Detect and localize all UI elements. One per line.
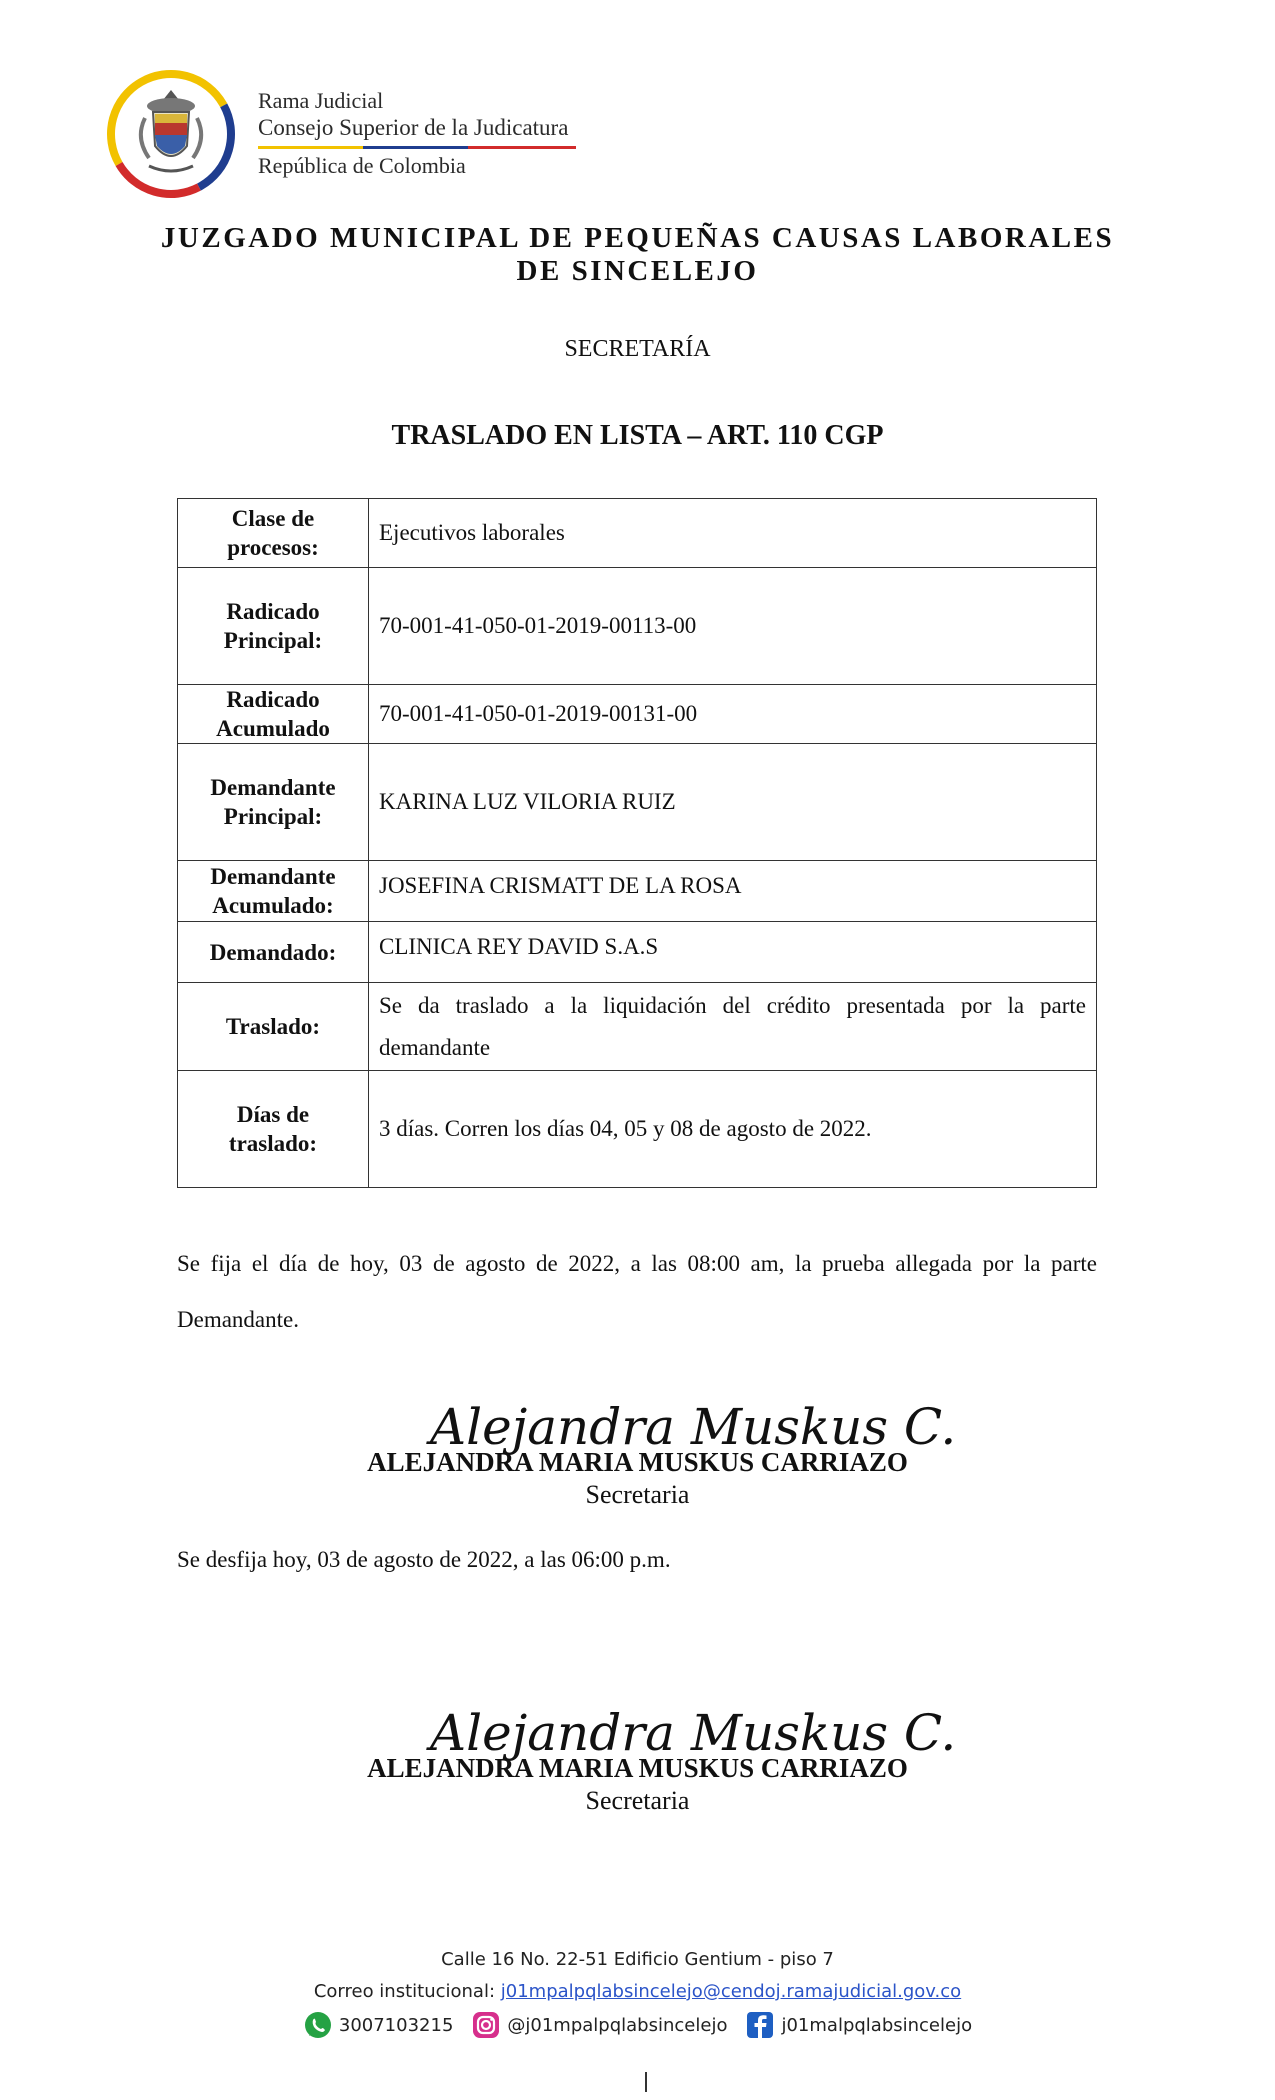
- facebook-icon: [745, 2010, 775, 2040]
- row-label: Traslado:: [178, 983, 369, 1071]
- facebook-contact[interactable]: [745, 2010, 972, 2040]
- row-label: Demandante Principal:: [178, 744, 369, 861]
- signer-role-1: Secretaria: [585, 1480, 690, 1509]
- whatsapp-number: 3007103215: [338, 2014, 454, 2036]
- row-value: KARINA LUZ VILORIA RUIZ: [369, 744, 1097, 861]
- logo-line-republica: República de Colombia: [258, 153, 466, 178]
- document-title: TRASLADO EN LISTA – ART. 110 CGP: [391, 420, 884, 451]
- row-value: 70-001-41-050-01-2019-00131-00: [369, 685, 1097, 744]
- signature-handwriting: Alejandra Muskus C.: [430, 1704, 957, 1762]
- text-cursor: [645, 2072, 647, 2092]
- fija-paragraph: Se fija el día de hoy, 03 de agosto de 2022, a las 08:00 am, la prueba allegada por la parte Demandante.: [177, 1251, 1097, 1332]
- court-heading: [150, 222, 1125, 288]
- signer-name-2: ALEJANDRA MARIA MUSKUS CARRIAZO: [367, 1753, 908, 1783]
- case-info-table: [177, 498, 1097, 1188]
- table-row: [178, 744, 1097, 861]
- table-row: [178, 1071, 1097, 1188]
- row-value: JOSEFINA CRISMATT DE LA ROSA: [369, 861, 1097, 922]
- footer-email-link[interactable]: j01mpalpqlabsincelejo@cendoj.ramajudicial.gov.co: [500, 1981, 962, 2002]
- logo-text-block: [258, 88, 576, 179]
- rama-judicial-logo: [105, 68, 237, 200]
- instagram-contact[interactable]: [471, 2010, 727, 2040]
- row-value: 3 días. Corren los días 04, 05 y 08 de agosto de 2022.: [369, 1071, 1097, 1188]
- instagram-handle: @j01mpalpqlabsincelejo: [507, 2014, 728, 2036]
- signer-name-1: ALEJANDRA MARIA MUSKUS CARRIAZO: [367, 1447, 908, 1477]
- whatsapp-contact[interactable]: [303, 2010, 454, 2040]
- footer-email-line: [0, 1981, 1275, 2002]
- desfija-paragraph: Se desfija hoy, 03 de agosto de 2022, a las 06:00 p.m.: [177, 1547, 671, 1572]
- instagram-icon: [471, 2010, 501, 2040]
- row-label: Radicado Principal:: [178, 568, 369, 685]
- coat-of-arms-icon: [141, 90, 201, 171]
- signer-role-2: Secretaria: [585, 1786, 690, 1815]
- footer-address: Calle 16 No. 22-51 Edificio Gentium - piso 7: [441, 1949, 834, 1970]
- row-label: Radicado Acumulado: [178, 685, 369, 744]
- logo-line-consejo: Consejo Superior de la Judicatura: [258, 115, 569, 140]
- section-heading: SECRETARÍA: [564, 336, 711, 362]
- row-label: Clase de procesos:: [178, 499, 369, 568]
- table-row: [178, 983, 1097, 1071]
- table-row: [178, 685, 1097, 744]
- signature-handwriting: Alejandra Muskus C.: [430, 1398, 957, 1456]
- flag-rule: [258, 146, 576, 149]
- footer-email-label: Correo institucional:: [313, 1981, 501, 2002]
- row-label: Días de traslado:: [178, 1071, 369, 1188]
- footer-social-row: [0, 2010, 1275, 2040]
- table-row: [178, 861, 1097, 922]
- row-value: Se da traslado a la liquidación del crédito presentada por la parte demandante: [369, 983, 1097, 1071]
- row-value: Ejecutivos laborales: [369, 499, 1097, 568]
- row-label: Demandante Acumulado:: [178, 861, 369, 922]
- facebook-handle: j01malpqlabsincelejo: [781, 2014, 973, 2036]
- row-value: CLINICA REY DAVID S.A.S: [369, 922, 1097, 983]
- table-row: [178, 568, 1097, 685]
- court-heading-line2: DE SINCELEJO: [516, 255, 759, 287]
- logo-line-rama: Rama Judicial: [258, 88, 384, 113]
- row-value: 70-001-41-050-01-2019-00113-00: [369, 568, 1097, 685]
- row-label: Demandado:: [178, 922, 369, 983]
- court-heading-line1: JUZGADO MUNICIPAL DE PEQUEÑAS CAUSAS LABORALES: [160, 222, 1115, 254]
- whatsapp-icon: [303, 2010, 333, 2040]
- table-row: [178, 499, 1097, 568]
- table-row: [178, 922, 1097, 983]
